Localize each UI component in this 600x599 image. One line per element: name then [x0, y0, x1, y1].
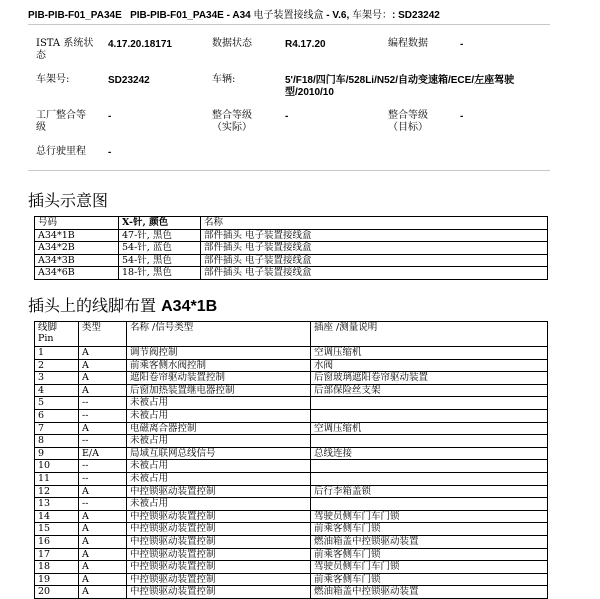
table-cell: 2 [35, 359, 79, 372]
vehicle-value-line1: 5'/F18/四门车/528Li/N52/自动变速箱/ECE/左座驾驶 [285, 75, 515, 86]
table-cell: 调节阀控制 [127, 347, 311, 360]
table-cell: 电磁离合器控制 [127, 422, 311, 435]
table-cell: A [79, 510, 127, 523]
document-header [28, 6, 440, 21]
vin-label: 车架号: [36, 74, 70, 85]
table-cell: 燃油箱盖中控锁驱动装置 [311, 535, 548, 548]
header-doc-title-code: PIB-PIB-F01_PA34E - A34 [130, 10, 251, 21]
table-cell: 中控锁驱动装置控制 [127, 548, 311, 561]
table-cell: 未被占用 [127, 397, 311, 410]
table-cell: 54-针, 蓝色 [119, 242, 201, 255]
programming-data-value: - [460, 39, 464, 50]
target-integration-label-line1: 整合等级 [388, 110, 428, 121]
table-cell: A [79, 485, 127, 498]
factory-integration-label-line1: 工厂整合等 [36, 110, 86, 121]
table-row [35, 242, 548, 255]
table-cell: A [79, 535, 127, 548]
header-version: - V.6, [326, 10, 350, 21]
table-row [35, 548, 548, 561]
table-cell: -- [79, 498, 127, 511]
vehicle-value-line2: 型/2010/10 [285, 87, 334, 98]
connector-overview-title: 插头示意图 [28, 191, 109, 210]
table-row [35, 573, 548, 586]
column-header-measurement: 插座 /测量说明 [311, 322, 548, 347]
connector-overview-table [34, 216, 548, 280]
table-cell: 中控锁驱动装置控制 [127, 523, 311, 536]
table-cell: A34*6B [35, 267, 119, 280]
column-header: 名称 [201, 217, 548, 230]
table-row [35, 510, 548, 523]
table-row [35, 435, 548, 448]
table-cell [311, 435, 548, 448]
table-row [35, 384, 548, 397]
table-cell: 总线连接 [311, 447, 548, 460]
table-cell: 47-针, 黑色 [119, 229, 201, 242]
table-cell: 15 [35, 523, 79, 536]
table-cell: 前乘客侧车门锁 [311, 523, 548, 536]
table-row [35, 498, 548, 511]
table-cell: A [79, 384, 127, 397]
table-cell: -- [79, 409, 127, 422]
target-integration-label-line2: （目标） [388, 122, 428, 133]
table-cell: 前乘客侧车门锁 [311, 548, 548, 561]
table-row [35, 359, 548, 372]
table-cell: A [79, 586, 127, 599]
table-cell: A [79, 573, 127, 586]
table-cell: 后窗加热装置继电器控制 [127, 384, 311, 397]
table-cell: 54-针, 黑色 [119, 254, 201, 267]
data-status-label: 数据状态 [212, 38, 252, 49]
table-cell: 4 [35, 384, 79, 397]
table-row [35, 485, 548, 498]
column-header-type: 类型 [79, 322, 127, 347]
table-row [35, 397, 548, 410]
table-cell: E/A [79, 447, 127, 460]
table-cell: 18 [35, 561, 79, 574]
table-cell: 前乘客侧水阀控制 [127, 359, 311, 372]
table-cell: A [79, 523, 127, 536]
table-cell: 部件插头 电子装置接线盒 [201, 229, 548, 242]
table-cell: 驾驶员侧车门车门锁 [311, 561, 548, 574]
table-cell: 空调压缩机 [311, 422, 548, 435]
table-cell: 前乘客侧车门锁 [311, 573, 548, 586]
column-header: X-针, 颜色 [119, 217, 201, 230]
pin-assignment-connector-code: A34*1B [161, 298, 218, 315]
table-cell: 7 [35, 422, 79, 435]
table-cell: A [79, 359, 127, 372]
actual-integration-label-line1: 整合等级 [212, 110, 252, 121]
table-row [35, 229, 548, 242]
table-cell: 6 [35, 409, 79, 422]
table-row [35, 472, 548, 485]
vin-value: SD23242 [108, 75, 150, 86]
header-vin-label: 车架号： [352, 10, 393, 21]
table-cell: 中控锁驱动装置控制 [127, 586, 311, 599]
table-cell: 后窗玻璃遮阳卷帘驱动装置 [311, 372, 548, 385]
actual-integration-value: - [285, 111, 289, 122]
header-divider [28, 24, 550, 25]
table-cell: 未被占用 [127, 498, 311, 511]
table-row [35, 586, 548, 599]
ista-label: ISTA 系统状态 [36, 38, 94, 61]
table-cell: A [79, 347, 127, 360]
table-cell: 后行李箱盖锁 [311, 485, 548, 498]
table-cell: 16 [35, 535, 79, 548]
header-vin: : SD23242 [392, 10, 440, 21]
table-cell: -- [79, 397, 127, 410]
table-cell: 局域互联网总线信号 [127, 447, 311, 460]
table-cell [311, 498, 548, 511]
pin-assignment-title-text: 插头上的线脚布置 [28, 296, 157, 315]
table-row [35, 254, 548, 267]
table-cell: 17 [35, 548, 79, 561]
table-row [35, 409, 548, 422]
table-cell: -- [79, 460, 127, 473]
table-row [35, 347, 548, 360]
table-cell: 18-针, 黑色 [119, 267, 201, 280]
table-cell: A34*1B [35, 229, 119, 242]
table-cell: 12 [35, 485, 79, 498]
header-doc-id: PIB-PIB-F01_PA34E [28, 10, 122, 21]
actual-integration-label-line2: （实际） [212, 122, 252, 133]
data-status-value: R4.17.20 [285, 39, 326, 50]
table-cell: 中控锁驱动装置控制 [127, 535, 311, 548]
table-row [35, 523, 548, 536]
table-cell: 未被占用 [127, 409, 311, 422]
table-cell: 8 [35, 435, 79, 448]
table-cell: 水阀 [311, 359, 548, 372]
table-header-row [35, 322, 548, 347]
info-divider [28, 170, 550, 171]
table-cell: 未被占用 [127, 460, 311, 473]
table-row [35, 561, 548, 574]
table-cell: 中控锁驱动装置控制 [127, 510, 311, 523]
table-row [35, 460, 548, 473]
table-cell: 遮阳卷帘驱动装置控制 [127, 372, 311, 385]
table-cell [311, 472, 548, 485]
table-row [35, 372, 548, 385]
table-row [35, 422, 548, 435]
table-cell: 后部保险丝支架 [311, 384, 548, 397]
table-cell: A34*2B [35, 242, 119, 255]
table-cell: 中控锁驱动装置控制 [127, 573, 311, 586]
table-cell: 10 [35, 460, 79, 473]
factory-integration-value: - [108, 111, 112, 122]
table-cell: 5 [35, 397, 79, 410]
table-row [35, 447, 548, 460]
table-cell: A [79, 422, 127, 435]
pin-assignment-title [28, 293, 217, 316]
target-integration-value: - [460, 111, 464, 122]
header-doc-title-name: 电子装置接线盒 [253, 10, 324, 21]
mileage-label: 总行驶里程 [36, 146, 86, 157]
table-cell: 14 [35, 510, 79, 523]
table-row [35, 267, 548, 280]
mileage-value: - [108, 147, 112, 158]
column-header-pin: 线脚 Pin [35, 322, 79, 347]
table-cell [311, 409, 548, 422]
table-cell: 部件插头 电子装置接线盒 [201, 254, 548, 267]
table-cell: 11 [35, 472, 79, 485]
table-cell [311, 460, 548, 473]
table-cell: 空调压缩机 [311, 347, 548, 360]
table-cell: 燃油箱盖中控锁驱动装置 [311, 586, 548, 599]
column-header-signal: 名称 /信号类型 [127, 322, 311, 347]
table-cell: A [79, 561, 127, 574]
table-cell: 13 [35, 498, 79, 511]
table-row [35, 535, 548, 548]
table-cell: 驾驶员侧车门车门锁 [311, 510, 548, 523]
vehicle-label: 车辆: [212, 74, 236, 85]
table-cell: 部件插头 电子装置接线盒 [201, 267, 548, 280]
programming-data-label: 编程数据 [388, 38, 428, 49]
table-cell: 未被占用 [127, 472, 311, 485]
table-cell: 9 [35, 447, 79, 460]
table-cell: -- [79, 435, 127, 448]
table-cell: A [79, 372, 127, 385]
column-header: 号码 [35, 217, 119, 230]
table-cell [311, 397, 548, 410]
table-cell: 3 [35, 372, 79, 385]
table-cell: 中控锁驱动装置控制 [127, 485, 311, 498]
table-cell: 19 [35, 573, 79, 586]
table-cell: 未被占用 [127, 435, 311, 448]
table-cell: A34*3B [35, 254, 119, 267]
pin-assignment-table [34, 321, 548, 599]
table-cell: -- [79, 472, 127, 485]
table-cell: 1 [35, 347, 79, 360]
table-cell: 20 [35, 586, 79, 599]
table-cell: A [79, 548, 127, 561]
table-cell: 部件插头 电子装置接线盒 [201, 242, 548, 255]
ista-value: 4.17.20.18171 [108, 39, 172, 50]
table-header-row [35, 217, 548, 230]
table-cell: 中控锁驱动装置控制 [127, 561, 311, 574]
factory-integration-label-line2: 级 [36, 122, 46, 133]
